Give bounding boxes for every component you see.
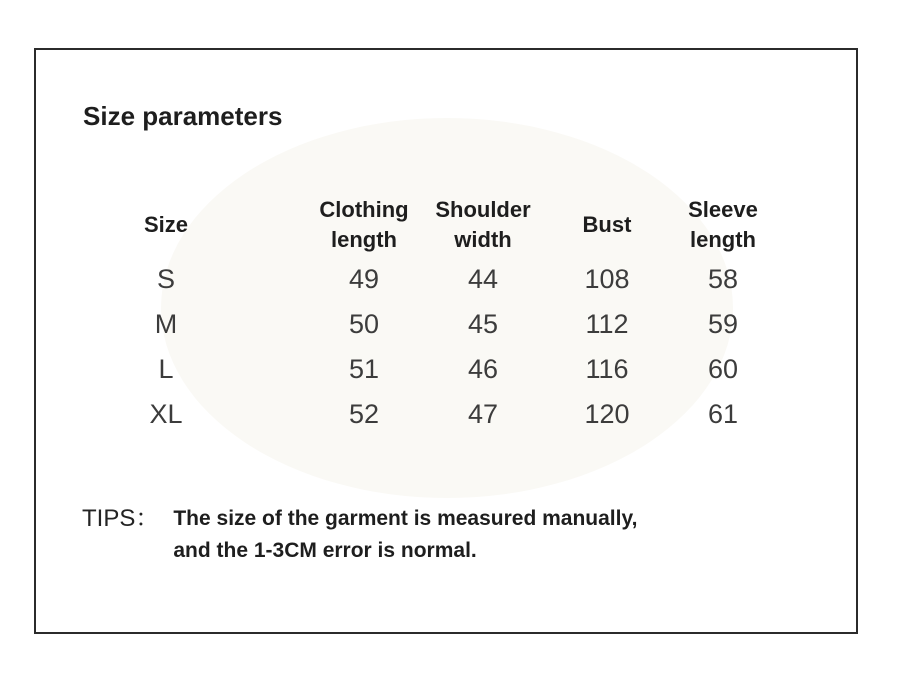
tips-section [82,503,637,567]
table-cell-size-l: L [158,354,174,384]
table-column-size [108,193,224,437]
table-cell-bust-l: 116 [585,354,629,384]
table-cell-bust-xl: 120 [584,399,630,429]
column-header-shoulder-width: Shoulder width [435,197,531,252]
table-column-sleeve-length [665,193,781,437]
column-header-sleeve-length: Sleeve length [688,197,758,252]
tips-text [173,503,637,567]
table-cell-size-m: M [154,309,178,339]
tips-line-2: and the 1-3CM error is normal. [173,539,477,562]
table-cell-sleeve-length-s: 58 [707,264,739,294]
table-cell-size-xl: XL [149,399,183,429]
table-cell-size-s: S [156,264,175,294]
table-cell-shoulder-width-l: 46 [467,354,499,384]
table-cell-sleeve-length-m: 59 [707,309,739,339]
table-cell-clothing-length-xl: 52 [348,399,380,429]
table-column-clothing-length [306,193,422,437]
table-cell-clothing-length-l: 51 [348,354,380,384]
table-cell-bust-m: 112 [585,309,629,339]
column-header-bust: Bust [582,212,632,237]
table-cell-shoulder-width-m: 45 [467,309,499,339]
table-cell-sleeve-length-xl: 61 [707,399,739,429]
table-cell-shoulder-width-s: 44 [467,264,499,294]
page-title: Size parameters [83,101,283,131]
column-header-size: Size [143,212,189,237]
tips-line-1: The size of the garment is measured manually, [173,507,638,530]
column-header-clothing-length: Clothing length [319,197,409,252]
table-cell-clothing-length-m: 50 [348,309,380,339]
table-cell-sleeve-length-l: 60 [707,354,739,384]
table-column-shoulder-width [425,193,541,437]
table-cell-bust-s: 108 [584,264,630,294]
tips-label: TIPS： [82,505,160,532]
table-cell-clothing-length-s: 49 [348,264,380,294]
table-cell-shoulder-width-xl: 47 [467,399,499,429]
table-column-bust [549,193,665,437]
